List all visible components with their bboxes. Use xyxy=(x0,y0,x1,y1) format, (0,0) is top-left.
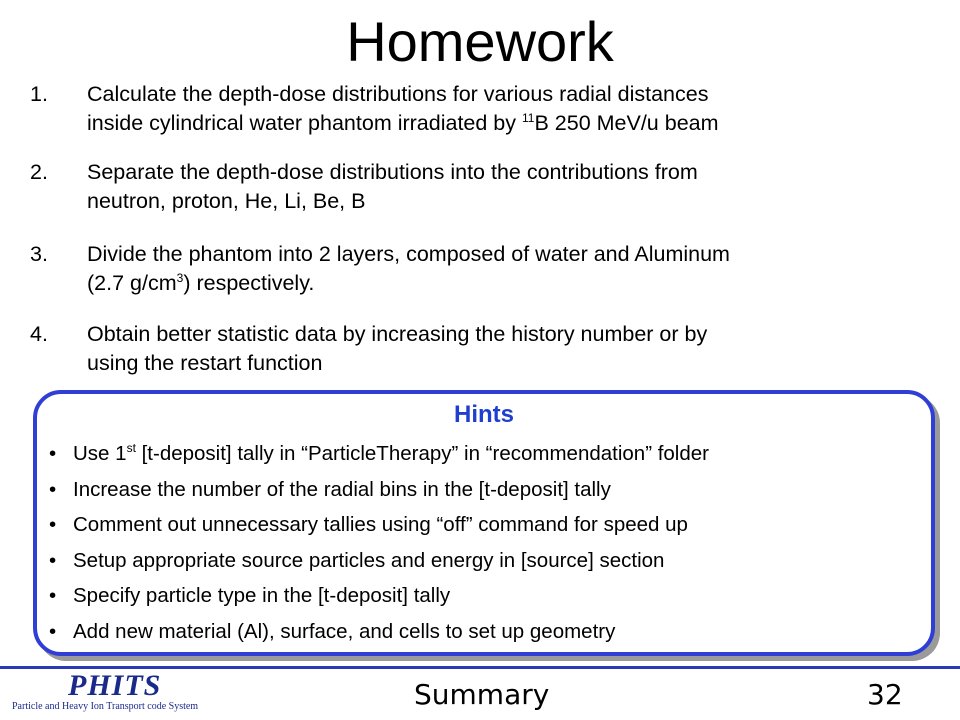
hint-list xyxy=(49,436,709,649)
task-line: inside cylindrical water phantom irradiated by $^{11}$B 250 MeV/u beam xyxy=(87,110,719,135)
hint-item: • Add new material (Al), surface, and cells to set up geometry xyxy=(49,614,709,650)
bullet-icon: • xyxy=(49,513,57,536)
task-item xyxy=(30,240,730,298)
hints-title: Hints xyxy=(454,401,514,428)
task-line: Obtain better statistic data by increasing the history number or by xyxy=(87,322,708,346)
page-number: 32 xyxy=(867,678,903,711)
bullet-icon: • xyxy=(49,477,57,501)
task-number: 1. xyxy=(30,82,48,106)
hint-item: • Comment out unnecessary tallies using “off” command for speed up xyxy=(49,507,709,543)
task-line: (2.7 $g/cm^3$) respectively. xyxy=(87,270,315,295)
superscript: st xyxy=(126,441,136,456)
logo-subtitle: Particle and Heavy Ion Transport code System xyxy=(12,701,199,712)
task-line: Calculate the depth-dose distributions for various radial distances xyxy=(87,82,709,106)
hint-item: • Setup appropriate source particles and energy in [source] section xyxy=(49,543,709,579)
logo-name: PHITS xyxy=(68,669,162,702)
task-line: neutron, proton, He, Li, Be, B xyxy=(87,189,366,213)
bullet-icon: • xyxy=(49,442,57,465)
task-line: Divide the phantom into 2 layers, composed of water and Aluminum xyxy=(87,242,730,266)
task-number: 3. xyxy=(30,242,48,266)
hint-item: • Use 1st [t-deposit] tally in “ParticleTherapy” in “recommendation” folder xyxy=(49,436,709,472)
hint-item: • Specify particle type in the [t-deposit] tally xyxy=(49,578,709,614)
slide-title: Homework xyxy=(346,10,614,73)
superscript: 3 xyxy=(176,270,184,285)
bullet-icon: • xyxy=(49,548,57,572)
superscript: 11 xyxy=(522,110,535,125)
task-number: 2. xyxy=(30,160,48,184)
bullet-icon: • xyxy=(49,619,57,643)
task-line: using the restart function xyxy=(87,351,323,375)
task-item xyxy=(30,158,698,216)
footer-summary: Summary xyxy=(414,678,550,711)
bullet-icon: • xyxy=(49,584,57,607)
hints-box xyxy=(33,390,935,656)
task-item xyxy=(30,80,719,138)
hint-item: • Increase the number of the radial bins in the [t-deposit] tally xyxy=(49,472,709,508)
task-number: 4. xyxy=(30,322,48,346)
phits-logo xyxy=(12,669,212,716)
task-line: Separate the depth-dose distributions into the contributions from xyxy=(87,160,698,184)
task-item xyxy=(30,320,707,378)
